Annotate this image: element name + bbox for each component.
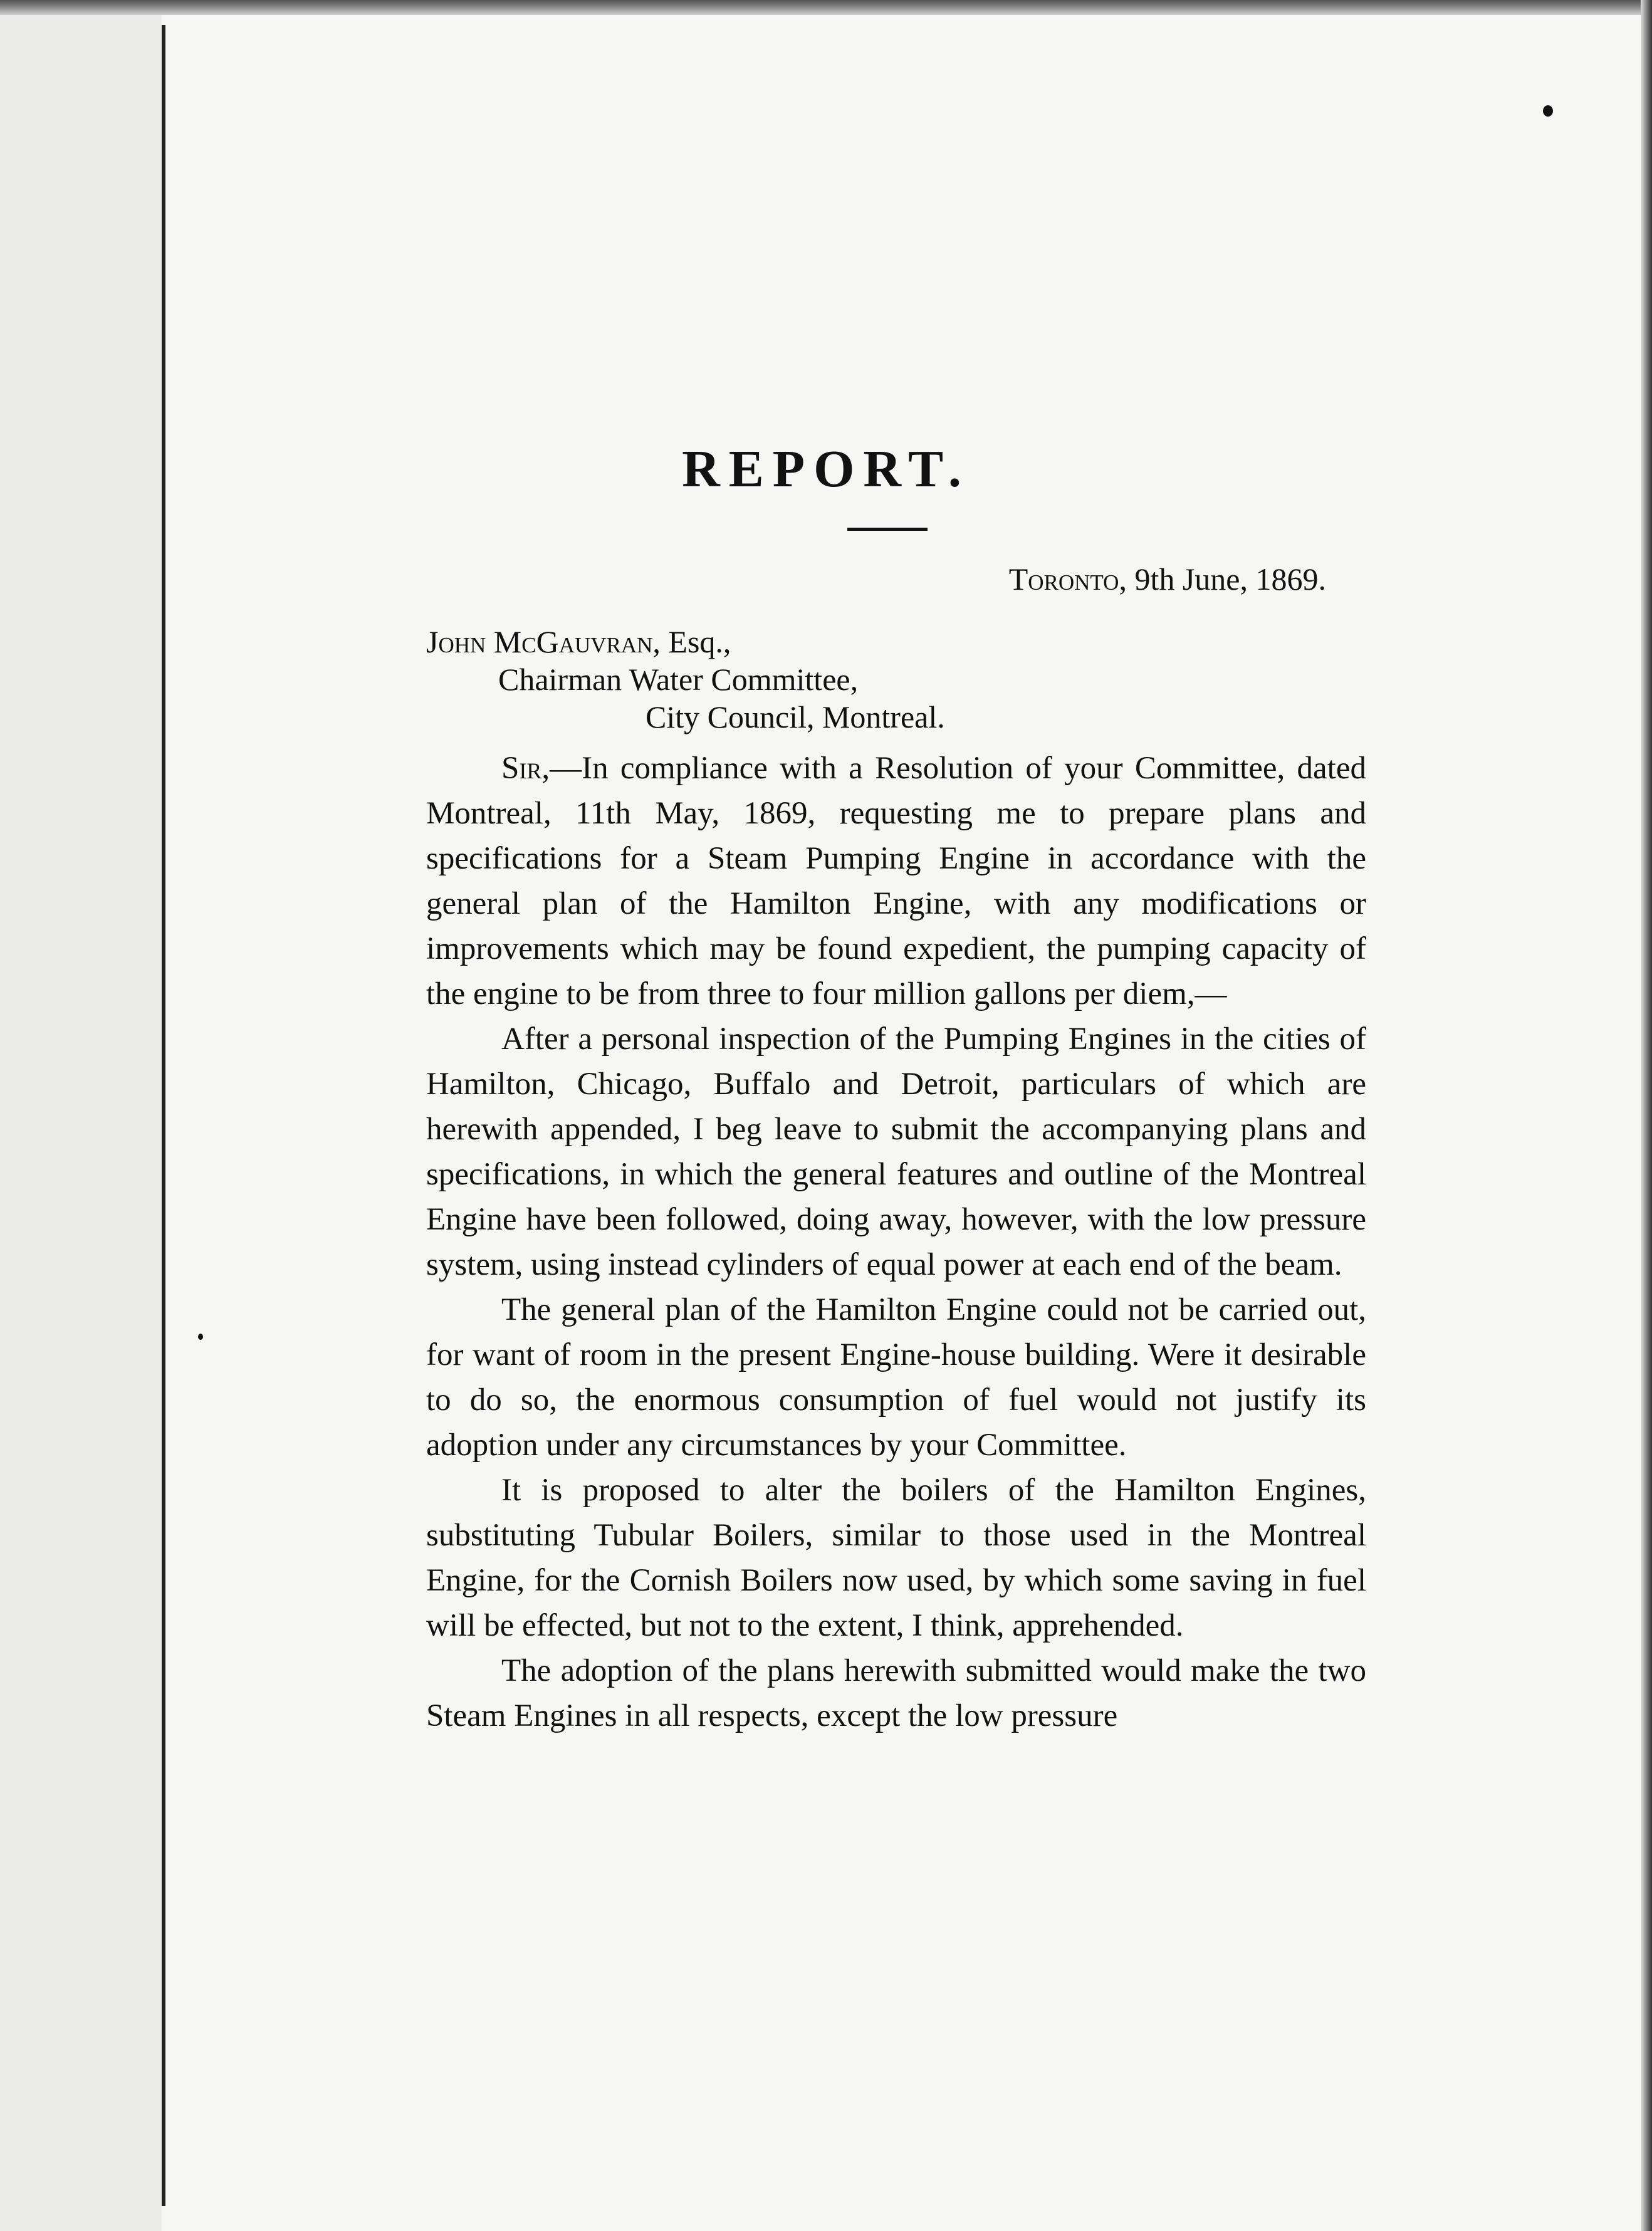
binding-gutter xyxy=(162,25,165,2206)
dateline xyxy=(1009,561,1326,597)
dateline-date: , 9th June, 1869. xyxy=(1119,562,1326,597)
paragraph-5: The adoption of the plans herewith submitted would make the two Steam Engines in all respects, except the low pressure xyxy=(426,1653,1366,1733)
paragraph-1-text: ,—In compliance with a Resolution of your Committee, dated Montreal, 11th May, 1869, requesting me to prepare plans and specifications for a Steam Pumping Engine in accordance with the general plan of the Hamilton Engine, with any modifications or improvements which may be found expedient, the pumping capacity of the engine to be from three to four million gallons per diem,— xyxy=(426,751,1366,1011)
addressee-title: Chairman Water Committee, xyxy=(498,662,859,697)
paragraph-3: The general plan of the Hamilton Engine could not be carried out, for want of room in the present Engine-house building. Were it desirable to do so, the enormous consumption of fuel would not justify its adoption under any circumstances by your Committee. xyxy=(426,1292,1366,1463)
paragraph-1 xyxy=(426,746,1366,1016)
paragraph-4: It is proposed to alter the boilers of the Hamilton Engines, substituting Tubular Boilers, similar to those used in the Montreal Engine, for the Cornish Boilers now used, by which some saving in fuel will be effected, but not to the extent, I think, apprehended. xyxy=(426,1473,1366,1643)
facing-page-strip xyxy=(0,0,162,2231)
page-right-edge xyxy=(1641,0,1652,2231)
addressee-name-text: John McGauvran xyxy=(426,624,653,659)
addressee-name xyxy=(426,624,731,660)
dateline-place: Toronto xyxy=(1008,562,1119,597)
page-title: REPORT. xyxy=(682,440,970,498)
addressee-suffix: , Esq., xyxy=(652,624,731,659)
salutation: Sir xyxy=(501,751,542,786)
ink-speck xyxy=(198,1334,203,1340)
ink-speck xyxy=(1543,105,1553,117)
addressee-organization: City Council, Montreal. xyxy=(646,699,945,734)
paragraph-2: After a personal inspection of the Pumping Engines in the cities of Hamilton, Chicago, Buffalo and Detroit, particulars of which are herewith appended, I beg leave to submit the accompanying plans and specifications, in which the general features and outline of the Montreal Engine have been followed, doing away, however, with the low pressure system, using instead cylinders of equal power at each end of the beam. xyxy=(426,1021,1366,1282)
page-top-edge xyxy=(0,0,1652,15)
title-rule xyxy=(847,528,928,531)
report-body xyxy=(426,746,1366,1738)
